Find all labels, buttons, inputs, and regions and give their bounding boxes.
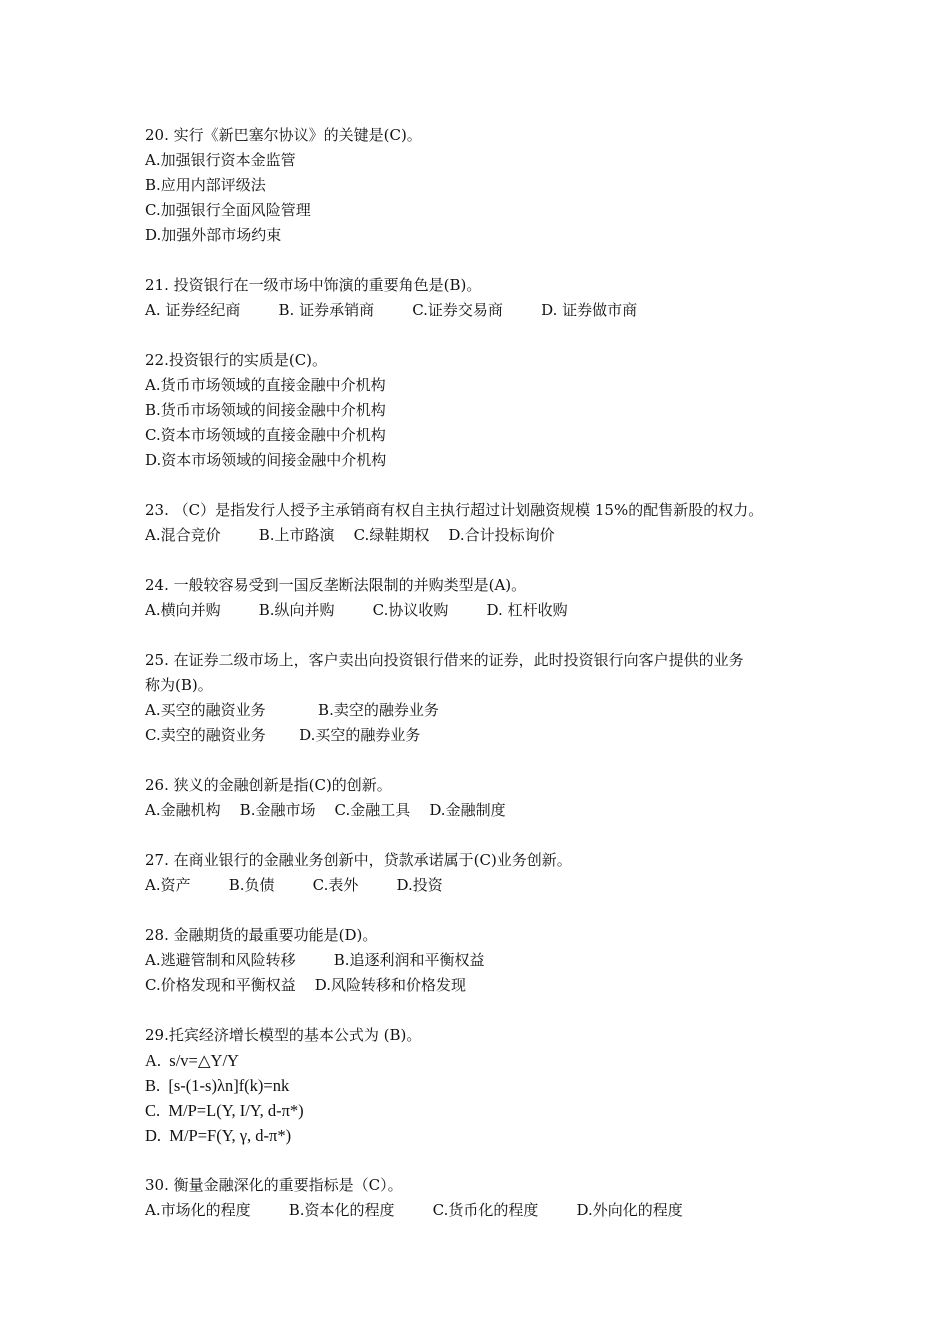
question-stem: 称为(B)。 xyxy=(145,676,213,694)
answer-options: C. M/P=L(Y, I/Y, d-π*) xyxy=(145,1101,304,1120)
question-block xyxy=(145,1023,845,1148)
question-stem: 23. （C）是指发行人授予主承销商有权自主执行超过计划融资规模 15%的配售新股的权力。 xyxy=(145,501,764,519)
question-stem: 21. 投资银行在一级市场中饰演的重要角色是(B)。 xyxy=(145,276,482,294)
question-stem: 26. 狭义的金融创新是指(C)的创新。 xyxy=(145,776,392,794)
question-block xyxy=(145,273,845,323)
question-block xyxy=(145,1173,845,1223)
answer-options: A. 证券经纪商 B. 证券承销商 C.证券交易商 D. 证券做市商 xyxy=(145,301,638,319)
question-stem: 22.投资银行的实质是(C)。 xyxy=(145,351,328,369)
question-stem: 20. 实行《新巴塞尔协议》的关键是(C)。 xyxy=(145,126,422,144)
answer-options: C.卖空的融资业务 D.买空的融券业务 xyxy=(145,726,421,744)
document-page xyxy=(145,123,845,1248)
question-block xyxy=(145,648,845,748)
answer-options: B.货币市场领域的间接金融中介机构 xyxy=(145,401,386,419)
answer-options: C.加强银行全面风险管理 xyxy=(145,201,311,219)
answer-options: A.货币市场领域的直接金融中介机构 xyxy=(145,376,386,394)
question-stem: 28. 金融期货的最重要功能是(D)。 xyxy=(145,926,378,944)
answer-options: A.逃避管制和风险转移 B.追逐利润和平衡权益 xyxy=(145,951,485,969)
question-stem: 30. 衡量金融深化的重要指标是（C）。 xyxy=(145,1176,403,1194)
question-block xyxy=(145,848,845,898)
question-stem: 29.托宾经济增长模型的基本公式为 (B)。 xyxy=(145,1026,422,1044)
answer-options: A.资产 B.负债 C.表外 D.投资 xyxy=(145,876,443,894)
answer-options: C.价格发现和平衡权益 D.风险转移和价格发现 xyxy=(145,976,467,994)
answer-options: A.混合竞价 B.上市路演 C.绿鞋期权 D.合计投标询价 xyxy=(145,526,555,544)
answer-options: A.市场化的程度 B.资本化的程度 C.货币化的程度 D.外向化的程度 xyxy=(145,1201,683,1219)
question-block xyxy=(145,498,845,548)
answer-options: B.应用内部评级法 xyxy=(145,176,266,194)
answer-options: A.加强银行资本金监管 xyxy=(145,151,296,169)
answer-options: C.资本市场领域的直接金融中介机构 xyxy=(145,426,386,444)
question-block xyxy=(145,348,845,473)
answer-options: A.金融机构 B.金融市场 C.金融工具 D.金融制度 xyxy=(145,801,506,819)
question-stem: 27. 在商业银行的金融业务创新中，贷款承诺属于(C)业务创新。 xyxy=(145,851,572,869)
answer-options: D.加强外部市场约束 xyxy=(145,226,282,244)
question-stem: 25. 在证券二级市场上，客户卖出向投资银行借来的证券，此时投资银行向客户提供的业务 xyxy=(145,651,744,669)
question-stem: 24. 一般较容易受到一国反垄断法限制的并购类型是(A)。 xyxy=(145,576,527,594)
answer-options: A. s/v=△Y/Y xyxy=(145,1051,239,1070)
question-block xyxy=(145,923,845,998)
answer-options: B. [s-(1-s)λn]f(k)=nk xyxy=(145,1076,290,1095)
question-block xyxy=(145,773,845,823)
answer-options: D. M/P=F(Y, γ, d-π*) xyxy=(145,1126,292,1145)
question-block xyxy=(145,123,845,248)
answer-options: A.买空的融资业务 B.卖空的融券业务 xyxy=(145,701,439,719)
answer-options: D.资本市场领域的间接金融中介机构 xyxy=(145,451,387,469)
question-block xyxy=(145,573,845,623)
answer-options: A.横向并购 B.纵向并购 C.协议收购 D. 杠杆收购 xyxy=(145,601,568,619)
